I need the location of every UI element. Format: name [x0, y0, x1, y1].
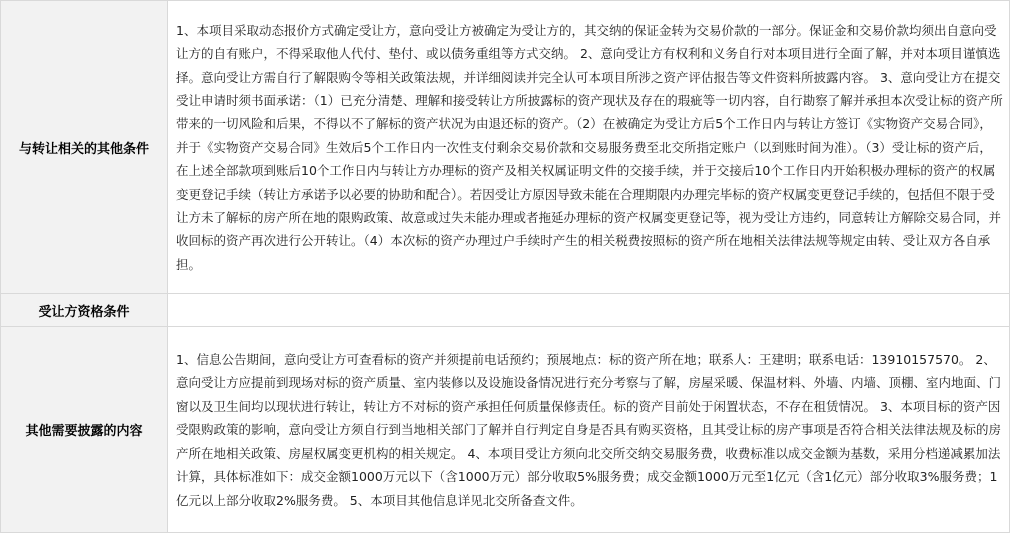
table-row [1, 327, 1010, 533]
table-row [1, 294, 1010, 327]
row-label-buyer-qualification: 受让方资格条件 [1, 294, 168, 327]
row-content-buyer-qualification [168, 294, 1010, 327]
row-content-other-transfer-conditions: 1、本项目采取动态报价方式确定受让方，意向受让方被确定为受让方的，其交纳的保证金转为交易价款的一部分。保证金和交易价款均须出自意向受让方的自有账户，不得采取他人代付、垫付、或以债务重组等方式交纳。 2、意向受让方有权利和义务自行对本项目进行全面了解，并对本项目谨慎选择。意向受让方需自行了解限购令等相关政策法规，并详细阅读并完全认可本项目所涉之资产评估报告等文件资料所披露内容。 3、意向受让方在提交受让申请时须书面承诺：（1）已充分清楚、理解和接受转让方所披露标的资产现状及存在的瑕疵等一切内容，自行勘察了解并承担本次受让标的资产所带来的一切风险和后果，不得以不了解标的资产状况为由退还标的资产。（2）在被确定为受让方后5个工作日内与转让方签订《实物资产交易合同》，并于《实物资产交易合同》生效后5个工作日内一次性支付剩余交易价款和交易服务费至北交所指定账户（以到账时间为准）。（3）受让标的资产后，在上述全部款项到账后10个工作日内与转让方办理标的资产及相关权属证明文件的交接手续，并于交接后10个工作日内开始积极办理标的资产的权属变更登记手续（转让方承诺予以必要的协助和配合）。若因受让方原因导致未能在合理期限内办理完毕标的资产权属变更登记手续的，包括但不限于受让方未了解标的房产所在地的限购政策、故意或过失未能办理或者拖延办理标的资产权属变更登记等，视为受让方违约，同意转让方解除交易合同，并收回标的资产再次进行公开转让。（4）本次标的资产办理过户手续时产生的相关税费按照标的资产所在地相关法律法规等规定由转、受让双方各自承担。 [168, 1, 1010, 294]
row-label-other-transfer-conditions: 与转让相关的其他条件 [1, 1, 168, 294]
table-row [1, 1, 1010, 294]
row-content-other-disclosures: 1、信息公告期间，意向受让方可查看标的资产并须提前电话预约；预展地点：标的资产所在地；联系人：王建明；联系电话：13910157570。 2、意向受让方应提前到现场对标的资产质量、室内装修以及设施设备情况进行充分考察与了解，房屋采暖、保温材料、外墙、内墙、顶棚、室内地面、门窗以及卫生间均以现状进行转让，转让方不对标的资产承担任何质量保修责任。标的资产目前处于闲置状态，不存在租赁情况。 3、本项目标的资产因受限购政策的影响，意向受让方须自行到当地相关部门了解并自行判定自身是否具有购买资格，且其受让标的房产事项是否符合相关法律法规及标的房产所在地相关政策、房屋权属变更机构的相关规定。 4、本项目受让方须向北交所交纳交易服务费，收费标准以成交金额为基数，采用分档递减累加法计算，具体标准如下：成交金额1000万元以下（含1000万元）部分收取5%服务费；成交金额1000万元至1亿元（含1亿元）部分收取3%服务费；1亿元以上部分收取2%服务费。 5、本项目其他信息详见北交所备查文件。 [168, 327, 1010, 533]
row-label-other-disclosures: 其他需要披露的内容 [1, 327, 168, 533]
